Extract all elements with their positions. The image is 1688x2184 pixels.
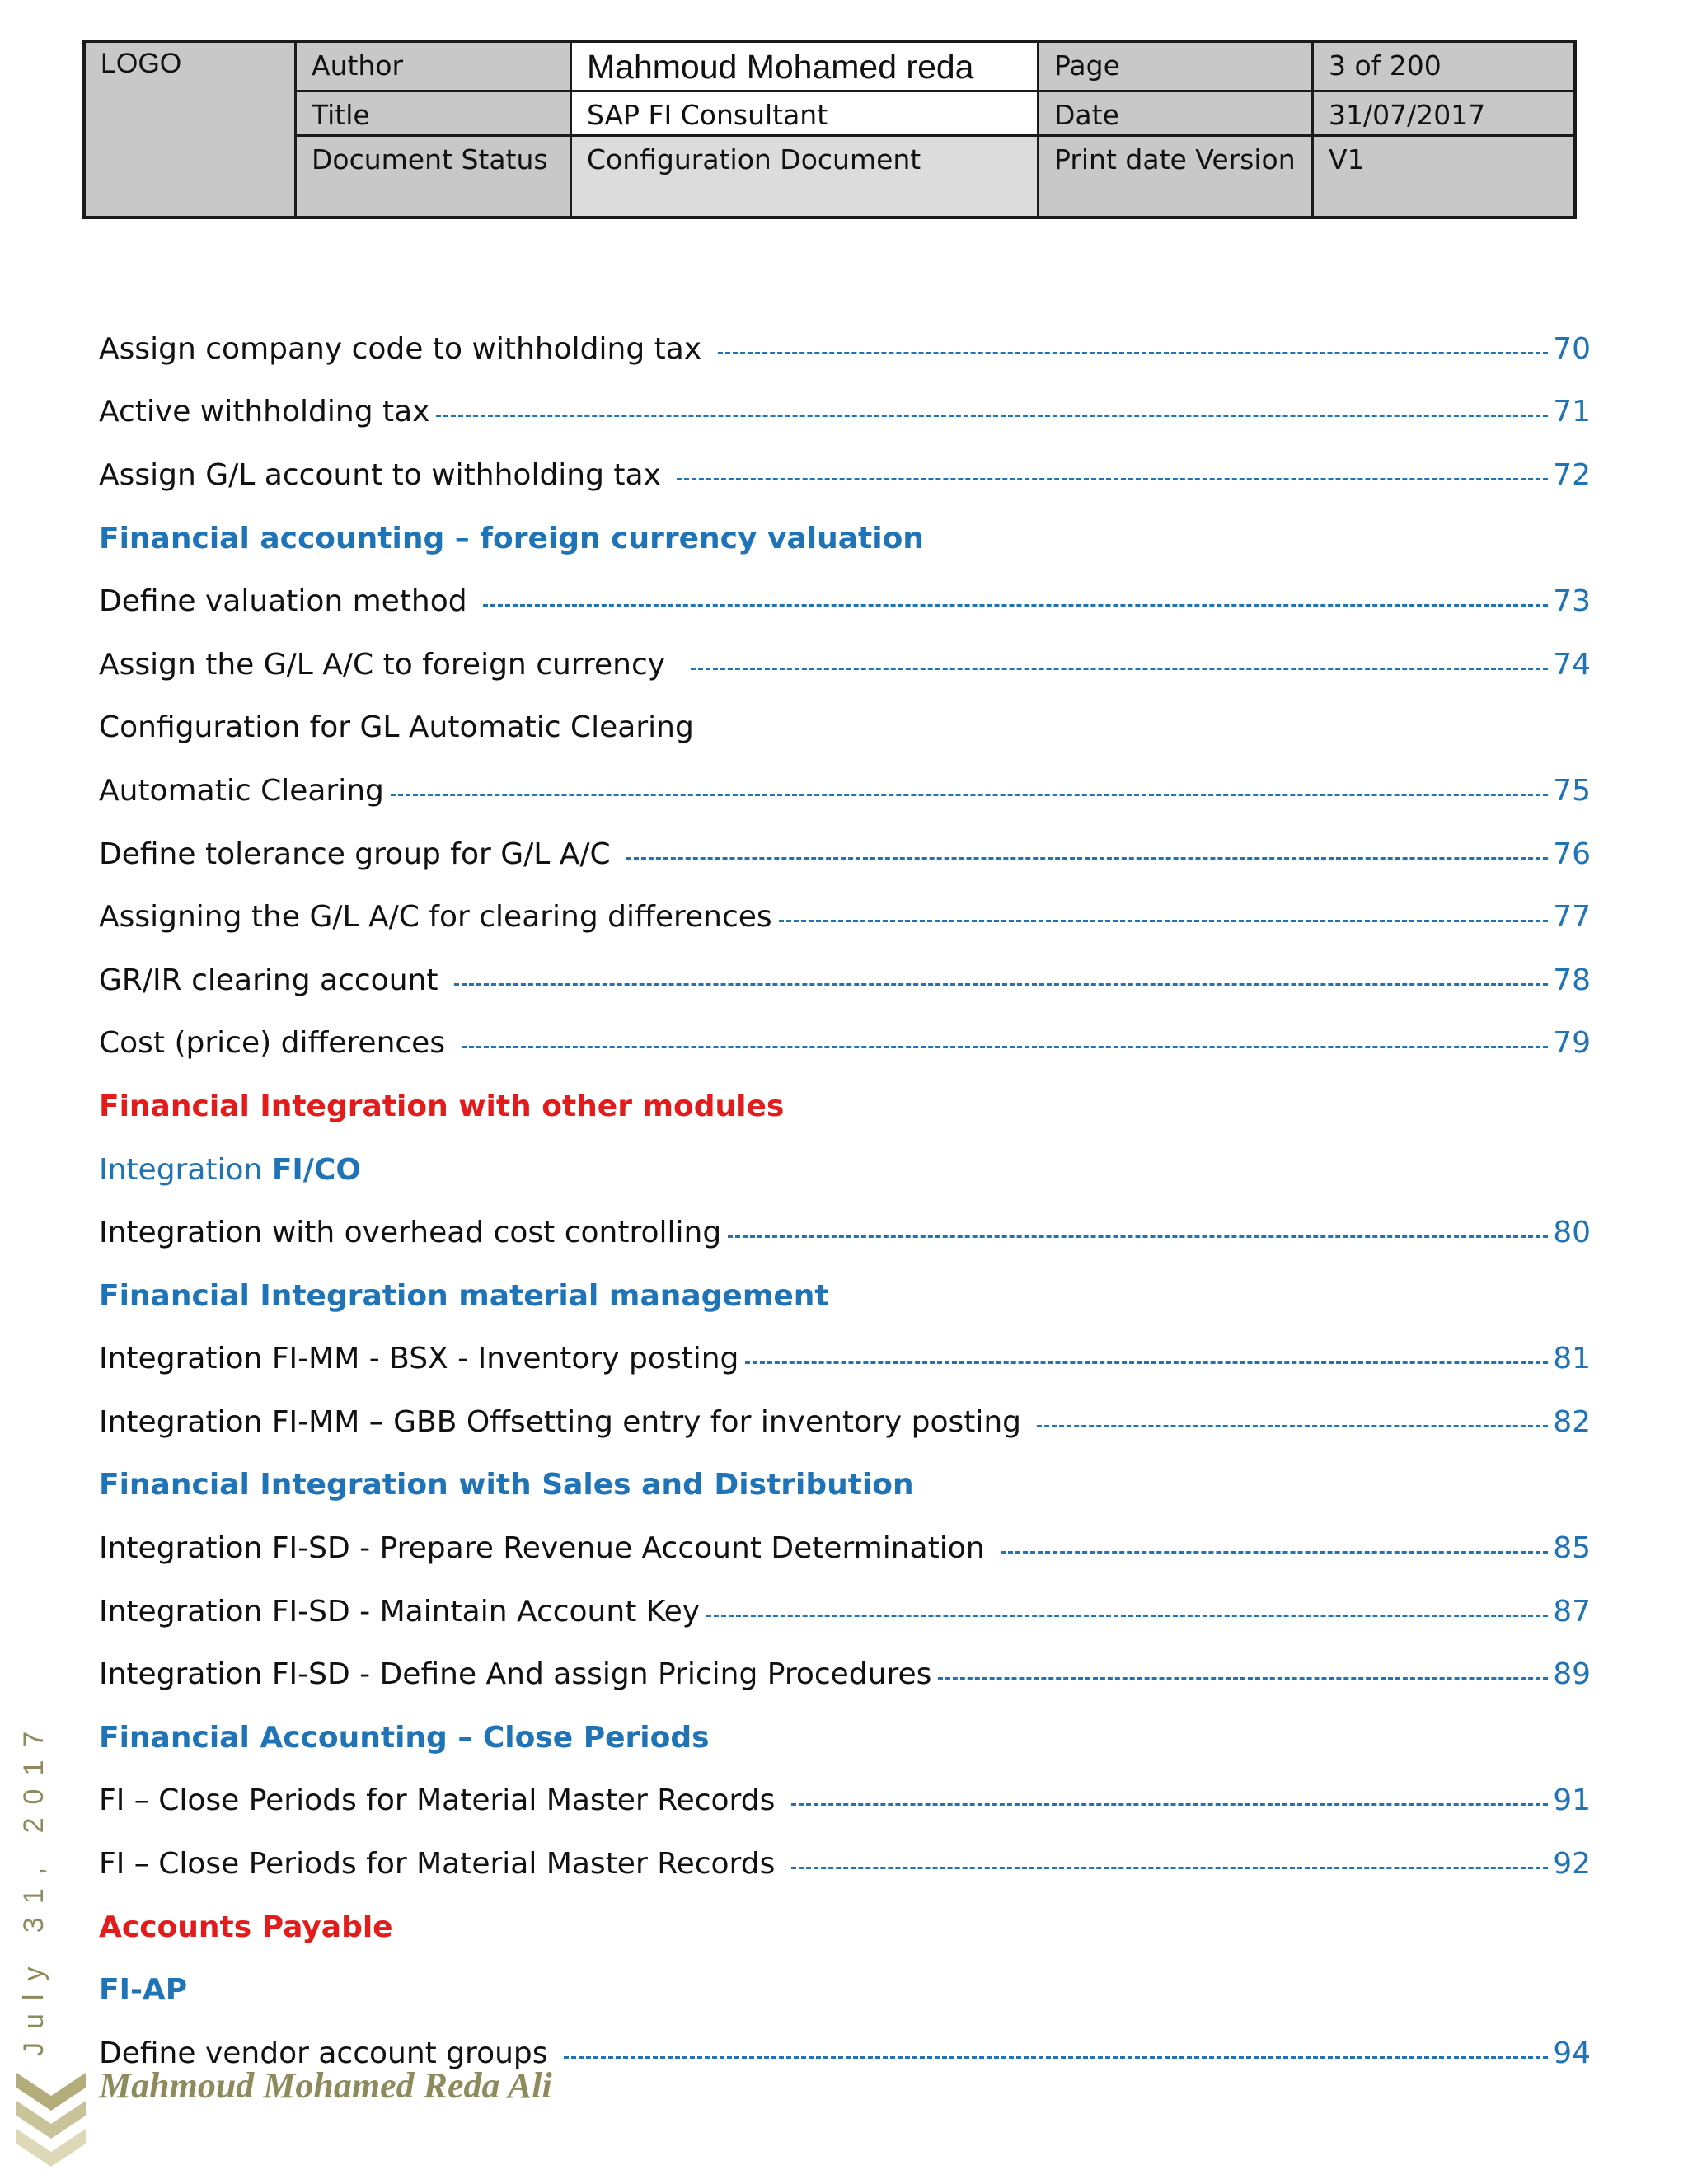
toc-entry-title: GR/IR clearing account bbox=[99, 963, 448, 997]
toc-heading-text: Financial Accounting – Close Periods bbox=[99, 1720, 710, 1755]
toc-entry[interactable] bbox=[99, 1516, 1591, 1580]
toc-dot-leader bbox=[454, 983, 1548, 986]
toc-major-heading bbox=[99, 1896, 1591, 1959]
toc-entry-title: FI – Close Periods for Material Master Records bbox=[99, 1847, 785, 1882]
toc-section-heading bbox=[99, 507, 1591, 570]
toc-section-heading bbox=[99, 1706, 1591, 1769]
toc-entry[interactable] bbox=[99, 759, 1591, 823]
toc-page-number: 81 bbox=[1553, 1342, 1591, 1376]
toc-dot-leader bbox=[483, 604, 1548, 607]
toc-dot-leader bbox=[718, 352, 1549, 354]
toc-dot-leader bbox=[1001, 1551, 1548, 1554]
toc-page-number: 72 bbox=[1553, 457, 1591, 492]
toc-entry[interactable] bbox=[99, 1643, 1591, 1706]
toc-page-number: 74 bbox=[1553, 647, 1591, 682]
toc-entry[interactable] bbox=[99, 1769, 1591, 1833]
toc-entry-title: Assigning the G/L A/C for clearing differences bbox=[99, 900, 772, 935]
toc-dot-leader bbox=[728, 1235, 1548, 1238]
toc-page-number: 79 bbox=[1553, 1026, 1591, 1061]
toc-page-number: 85 bbox=[1553, 1531, 1591, 1566]
toc-page-number: 70 bbox=[1553, 331, 1591, 366]
toc-dot-leader bbox=[791, 1803, 1548, 1806]
toc-page-number: 92 bbox=[1553, 1847, 1591, 1882]
toc-entry-title: Integration FI-SD - Prepare Revenue Account Determination bbox=[99, 1531, 994, 1566]
toc-entry-title: Integration FI-MM - BSX - Inventory posting bbox=[99, 1342, 739, 1376]
toc-entry[interactable] bbox=[99, 381, 1591, 444]
toc-page-number: 76 bbox=[1553, 837, 1591, 871]
toc-entry[interactable] bbox=[99, 823, 1591, 886]
author-signature: Mahmoud Mohamed Reda Ali bbox=[99, 2065, 552, 2106]
toc-entry-title: Automatic Clearing bbox=[99, 773, 384, 808]
toc-entry-title: Define vendor account groups bbox=[99, 2036, 557, 2070]
chevron-logo-icon bbox=[16, 2073, 86, 2172]
toc-entry-title: Assign company code to withholding tax bbox=[99, 331, 711, 366]
toc-page-number: 91 bbox=[1553, 1783, 1591, 1818]
toc-dot-leader bbox=[564, 2056, 1548, 2059]
toc-entry[interactable] bbox=[99, 1390, 1591, 1454]
toc-dot-leader bbox=[436, 415, 1548, 417]
toc-dot-leader bbox=[779, 920, 1549, 922]
document-status-label: Document Status bbox=[297, 137, 572, 216]
toc-mixed-heading bbox=[99, 1138, 1591, 1202]
toc-dot-leader bbox=[791, 1867, 1548, 1869]
toc-section-heading bbox=[99, 1264, 1591, 1328]
toc-entry-title: Integration FI-SD - Define And assign Pricing Procedures bbox=[99, 1657, 932, 1692]
toc-page-number: 94 bbox=[1553, 2036, 1591, 2070]
toc-heading-text bbox=[99, 1153, 361, 1187]
date-label: Date bbox=[1039, 92, 1314, 137]
toc-entry[interactable] bbox=[99, 1201, 1591, 1264]
toc-dot-leader bbox=[1037, 1425, 1548, 1427]
toc-dot-leader bbox=[391, 794, 1548, 796]
toc-page-number: 87 bbox=[1553, 1594, 1591, 1629]
toc-page-number: 73 bbox=[1553, 584, 1591, 619]
toc-heading-suffix: FI/CO bbox=[271, 1152, 361, 1187]
toc-subheading-text: Configuration for GL Automatic Clearing bbox=[99, 710, 694, 745]
toc-entry-title: Integration FI-MM – GBB Offsetting entry for inventory posting bbox=[99, 1404, 1031, 1439]
logo-placeholder: LOGO bbox=[86, 43, 297, 216]
toc-page-number: 78 bbox=[1553, 963, 1591, 997]
toc-dot-leader bbox=[938, 1677, 1548, 1680]
toc-entry[interactable] bbox=[99, 885, 1591, 949]
date-value: 31/07/2017 bbox=[1314, 92, 1573, 137]
toc-entry[interactable] bbox=[99, 569, 1591, 633]
toc-entry-title: Assign G/L account to withholding tax bbox=[99, 457, 671, 492]
side-date-text: July 31, 2017 bbox=[18, 1718, 49, 2056]
toc-page-number: 77 bbox=[1553, 900, 1591, 935]
toc-dot-leader bbox=[691, 668, 1548, 670]
table-of-contents bbox=[99, 317, 1591, 2085]
toc-page-number: 75 bbox=[1553, 773, 1591, 808]
toc-dot-leader bbox=[677, 478, 1548, 480]
toc-entry-title: Define tolerance group for G/L A/C bbox=[99, 837, 621, 871]
toc-entry[interactable] bbox=[99, 633, 1591, 696]
toc-entry-title: Integration with overhead cost controlling bbox=[99, 1216, 722, 1250]
toc-entry-title: Assign the G/L A/C to foreign currency bbox=[99, 647, 684, 682]
toc-entry[interactable] bbox=[99, 1580, 1591, 1643]
toc-heading-text: Financial accounting – foreign currency valuation bbox=[99, 521, 924, 555]
document-status-value: Configuration Document bbox=[572, 137, 1039, 216]
toc-dot-leader bbox=[462, 1046, 1549, 1048]
toc-subheading bbox=[99, 696, 1591, 760]
toc-entry-title: Cost (price) differences bbox=[99, 1026, 455, 1061]
toc-entry-title: Integration FI-SD - Maintain Account Key bbox=[99, 1594, 701, 1629]
toc-entry[interactable] bbox=[99, 443, 1591, 507]
toc-entry[interactable] bbox=[99, 949, 1591, 1012]
toc-heading-prefix: Integration bbox=[99, 1152, 272, 1187]
toc-heading-text: Financial Integration material management bbox=[99, 1278, 829, 1313]
title-value: SAP FI Consultant bbox=[572, 92, 1039, 137]
toc-dot-leader bbox=[745, 1361, 1548, 1364]
toc-entry[interactable] bbox=[99, 317, 1591, 381]
toc-entry[interactable] bbox=[99, 1012, 1591, 1076]
toc-heading-text: Financial Integration with other modules bbox=[99, 1089, 785, 1123]
toc-heading-text: Financial Integration with Sales and Distribution bbox=[99, 1468, 914, 1502]
version-label: Print date Version bbox=[1039, 137, 1314, 216]
toc-page-number: 89 bbox=[1553, 1657, 1591, 1692]
toc-page-number: 80 bbox=[1553, 1216, 1591, 1250]
toc-heading-text: Accounts Payable bbox=[99, 1910, 393, 1944]
toc-page-number: 71 bbox=[1553, 395, 1591, 429]
page-value: 3 of 200 bbox=[1314, 43, 1573, 92]
page-label: Page bbox=[1039, 43, 1314, 92]
toc-heading-text: FI-AP bbox=[99, 1973, 188, 2008]
toc-dot-leader bbox=[626, 857, 1548, 860]
title-label: Title bbox=[297, 92, 572, 137]
toc-section-heading bbox=[99, 1958, 1591, 2022]
toc-entry-title: Active withholding tax bbox=[99, 395, 430, 429]
toc-entry[interactable] bbox=[99, 1832, 1591, 1896]
toc-entry-title: Define valuation method bbox=[99, 584, 477, 619]
toc-page-number: 82 bbox=[1553, 1404, 1591, 1439]
author-label: Author bbox=[297, 43, 572, 92]
toc-entry-title: FI – Close Periods for Material Master Records bbox=[99, 1783, 785, 1818]
toc-major-heading bbox=[99, 1075, 1591, 1138]
toc-entry[interactable] bbox=[99, 1328, 1591, 1391]
toc-dot-leader bbox=[706, 1615, 1548, 1617]
version-value: V1 bbox=[1329, 143, 1365, 176]
author-value: Mahmoud Mohamed reda bbox=[572, 43, 1039, 92]
document-header-table bbox=[82, 40, 1577, 219]
toc-section-heading bbox=[99, 1454, 1591, 1517]
